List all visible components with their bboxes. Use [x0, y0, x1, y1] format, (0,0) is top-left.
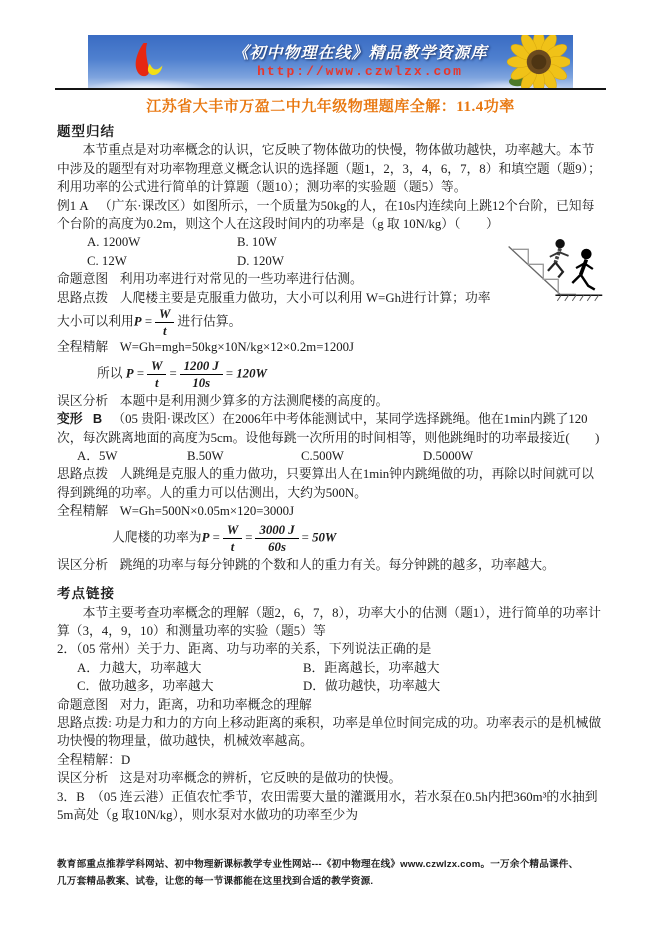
page-footer — [57, 857, 617, 890]
fraction-w-over-t: $\frac{W}{t}$ — [155, 307, 174, 338]
example1-intent: 命题意图 利用功率进行对常见的一些功率进行估测。 — [57, 272, 363, 287]
example1-solution-formula: 所以 P = $\frac{W}{t}$ = $\frac{1200 J}{10s}$ = 120W — [97, 358, 267, 390]
option-c: C．做功越多，功率越大 — [77, 679, 214, 694]
variant-solution-formula: 人爬楼的功率为P = $\frac{W}{t}$ = $\frac{3000 J}{60s}$ = 50W — [112, 522, 337, 554]
fraction-w-over-t: $\frac{W}{t}$ — [223, 523, 242, 554]
solution-label: 全程精解 — [57, 504, 109, 519]
question2-intent: 命题意图 对力，距离，功和功率概念的理解 — [57, 697, 312, 712]
misconception-label: 误区分析 — [57, 771, 109, 786]
example1-misconception: 误区分析 本题中是利用测少算多的方法测爬楼的高度的。 — [57, 393, 389, 408]
variant-hint: 思路点拨 人跳绳是克服人的重力做功，只要算出人在1min钟内跳绳做的功，再除以时间就可以得到跳绳的功率。人的重力可以估测出，大约为500N。 — [57, 467, 594, 500]
site-logo-icon — [130, 40, 166, 87]
variant-options — [57, 447, 606, 465]
option-c: C.500W — [301, 448, 345, 463]
option-a: A. 1200W — [87, 235, 141, 250]
section1-intro: 本节重点是对功率概念的认识，它反映了物体做功的快慢，物体做功越快，功率越大。本节中涉及的题型有对功率物理意义概念认识的选择题（题1，2，3，4，6，7，8）和填空题（题9）；利用功率的公式进行简单的计算题（题10）；测功率的实验题（题5）等。 — [57, 143, 601, 195]
header-divider — [55, 88, 606, 90]
option-d: D. 120W — [237, 253, 284, 268]
question2-misconception: 误区分析 这是对功率概念的辨析，它反映的是做功的快慢。 — [57, 771, 402, 786]
result-value: 50W — [312, 530, 337, 545]
footer-line1: 教育部重点推荐学科网站、初中物理新课标教学专业性网站---《初中物理在线》www.czwlzx.com。一万余个精品课件、 — [57, 859, 579, 870]
option-a: A．5W — [77, 448, 118, 463]
site-title: 《初中物理在线》精品教学资源库 — [232, 45, 488, 62]
document-body — [57, 123, 606, 824]
fraction-3000j-over-60s: $\frac{3000 J}{60s}$ — [255, 523, 298, 554]
question2-options-row2 — [57, 677, 606, 695]
solution-label: 全程精解 — [57, 340, 109, 355]
example1-label: 例1 A — [57, 198, 89, 213]
question2-hint: 思路点拨: 功是力和力的方向上移动距离的乘积，功率是单位时间完成的功。功率表示的是机械做功快慢的物理量，做功越快，机械效率越高。 — [57, 715, 602, 749]
variant-label: 变形 — [57, 411, 83, 427]
fraction-w-over-t: $\frac{W}{t}$ — [147, 359, 166, 390]
option-b: B．距离越长，功率越大 — [303, 660, 440, 675]
formula-p: P — [133, 314, 142, 329]
variant-misconception: 误区分析 跳绳的功率与每分钟跳的个数和人的重力有关。每分钟跳的越多，功率越大。 — [57, 557, 555, 572]
example1-text: （广东·课改区）如图所示，一个质量为50kg的人，在10s内连续向上跳12个台阶，已知每个台阶的高度为0.2m，则这个人在这段时间内的功率是（g 取 10N/kg）（ ） — [57, 198, 595, 232]
question2-stem: 2．（05 常州）关于力、距离、功与功率的关系，下列说法正确的是 — [57, 642, 432, 657]
option-d: D.5000W — [423, 448, 474, 463]
result-value: 120W — [236, 366, 267, 381]
misconception-label: 误区分析 — [57, 393, 109, 408]
fraction-1200j-over-10s: $\frac{1200 J}{10s}$ — [180, 359, 223, 390]
option-d: D．做功越快，功率越大 — [303, 679, 441, 694]
intent-label: 命题意图 — [57, 697, 109, 712]
stairs-figure — [503, 236, 606, 302]
option-b: B. 10W — [237, 235, 277, 250]
sunflower-icon — [504, 35, 570, 88]
hint-label: 思路点拨 — [57, 290, 109, 305]
misconception-label: 误区分析 — [57, 557, 109, 572]
page-title: 江苏省大丰市万盈二中九年级物理题库全解：11.4功率 — [146, 99, 515, 115]
example1-hint: 思路点拨 人爬楼主要是克服重力做功，大小可以利用 W=Gh进行计算；功率大小可以利用P = $\frac{W}{t}$ 进行估算。 — [57, 290, 491, 339]
site-banner — [88, 35, 573, 88]
section-heading-links: 考点链接 — [57, 586, 115, 602]
variant-answer: B — [92, 411, 103, 427]
option-c: C. 12W — [87, 253, 127, 268]
question2-options-row1 — [57, 659, 606, 677]
question2-solution: 全程精解：D — [57, 752, 131, 767]
footer-line2: 几万套精品教案、试卷，让您的每一节课都能在这里找到合适的教学资源. — [57, 875, 374, 887]
example1-solution: 全程精解 W=Gh=mgh=50kg×10N/kg×12×0.2m=1200J — [57, 340, 354, 355]
site-url-link[interactable]: http://www.czwlzx.com — [257, 64, 463, 79]
option-b: B.50W — [187, 448, 224, 463]
section2-intro: 本节主要考查功率概念的理解（题2，6，7，8），功率大小的估测（题1），进行简单的功率计算（3，4，9，10）和测量功率的实验（题5）等 — [57, 605, 601, 638]
hint-label: 思路点拨 — [57, 467, 109, 482]
question3-stem: 3．B （05 连云港）正值农忙季节，农田需要大量的灌溉用水，若水泵在0.5h内把360m³的水抽到5m高处（g 取10N/kg），则水泵对水做功的功率至少为 — [57, 789, 598, 822]
intent-label: 命题意图 — [57, 272, 109, 287]
variant-stem — [57, 410, 606, 447]
variant-solution: 全程精解 W=Gh=500N×0.05m×120=3000J — [57, 504, 295, 519]
option-a: A．力越大，功率越大 — [77, 660, 202, 675]
variant-text: （05 贵阳·课改区）在2006年中考体能测试中，某同学选择跳绳。他在1min内跳了120次，每次跳离地面的高度为5cm。设他每跳一次所用的时间相等，则他跳绳时的功率最接近( ) — [57, 412, 600, 445]
banner-text-block — [200, 40, 520, 79]
section-heading-topics: 题型归结 — [57, 124, 115, 139]
example1-stem — [57, 197, 606, 234]
